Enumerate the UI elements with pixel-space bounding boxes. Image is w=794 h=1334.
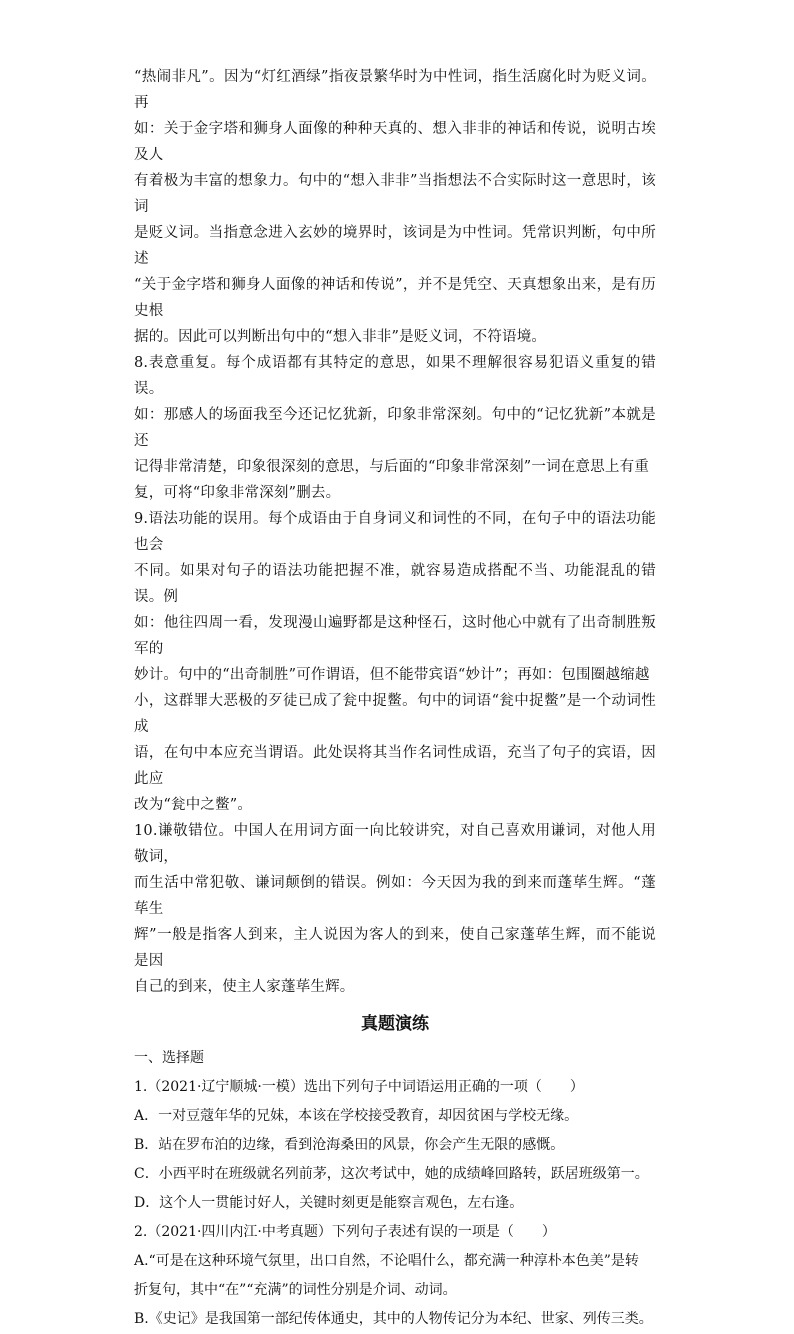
text-line: 如：那感人的场面我至今还记忆犹新，印象非常深刻。句中的“记忆犹新”本就是还 <box>134 407 656 449</box>
text-line: 自己的到来，使主人家蓬荜生辉。 <box>134 979 355 995</box>
answer-option-continued: 折复句，其中“在”“充满”的词性分别是介词、动词。 <box>134 1282 457 1298</box>
text-line: 据的。因此可以判断出句中的“想入非非”是贬义词，不符语境。 <box>134 329 547 345</box>
text-line: 9.语法功能的误用。每个成语由于自身词义和词性的不同，在句子中的语法功能也会 <box>134 511 656 553</box>
section-title: 真题演练 <box>361 1014 429 1034</box>
answer-option: B．站在罗布泊的边缘，看到沧海桑田的风景，你会产生无限的感慨。 <box>134 1137 565 1153</box>
text-line: 复，可将“印象非常深刻”删去。 <box>134 485 341 501</box>
text-line: 有着极为丰富的想象力。句中的“想入非非”当指想法不合实际时这一意思时，该词 <box>134 173 656 215</box>
text-line: 妙计。句中的“出奇制胜”可作谓语，但不能带宾语“妙计”；再如：包围圈越缩越 <box>134 667 650 683</box>
document-page <box>134 64 656 1334</box>
answer-option: A.“可是在这种环境气氛里，出口自然，不论唱什么，都充满一种淳朴本色美”是转 <box>134 1253 639 1269</box>
question-list <box>134 1044 656 1334</box>
item-10-paragraph <box>134 818 656 1000</box>
text-line: 如：关于金字塔和狮身人面像的种种天真的、想入非非的神话和传说，说明古埃及人 <box>134 121 656 163</box>
text-line: 语，在句中本应充当谓语。此处误将其当作名词性成语，充当了句子的宾语，因此应 <box>134 745 656 787</box>
text-line: “关于金字塔和狮身人面像的神话和传说”，并不是凭空、天真想象出来，是有历史根 <box>134 277 656 319</box>
text-line: 8.表意重复。每个成语都有其特定的意思，如果不理解很容易犯语义重复的错误。 <box>134 355 656 397</box>
text-line: 而生活中常犯敬、谦词颠倒的错误。例如：今天因为我的到来而蓬荜生辉。“蓬荜生 <box>134 875 656 917</box>
text-line: 辉”一般是指客人到来，主人说因为客人的到来，使自己家蓬荜生辉，而不能说是因 <box>134 927 656 969</box>
text-line: 是贬义词。当指意念进入玄妙的境界时，该词是为中性词。凭常识判断，句中所述 <box>134 225 656 267</box>
answer-option: C．小西平时在班级就名列前茅，这次考试中，她的成绩峰回路转，跃居班级第一。 <box>134 1166 649 1182</box>
item-9-paragraph <box>134 506 656 818</box>
text-line: 记得非常清楚，印象很深刻的意思，与后面的“印象非常深刻”一词在意思上有重 <box>134 459 650 475</box>
text-line: 10.谦敬错位。中国人在用词方面一向比较讲究，对自己喜欢用谦词，对他人用敬词， <box>134 823 656 865</box>
question-stem: 2.（2021·四川内江·中考真题）下列句子表述有误的一项是（ ） <box>134 1224 556 1240</box>
text-line: 不同。如果对句子的语法功能把握不准，就容易造成搭配不当、功能混乱的错误。例 <box>134 563 656 605</box>
section-heading: 一、选择题 <box>134 1050 204 1066</box>
continued-paragraph <box>134 64 656 350</box>
answer-option: A．一对豆蔻年华的兄妹，本该在学校接受教育，却因贫困与学校无缘。 <box>134 1108 579 1124</box>
question-stem: 1.（2021·辽宁顺城·一模）选出下列句子中词语运用正确的一项（ ） <box>134 1079 584 1095</box>
answer-option: D．这个人一贯能讨好人，关键时刻更是能察言观色，左右逢。 <box>134 1195 524 1211</box>
text-line: 改为“瓮中之鳖”。 <box>134 797 253 813</box>
text-line: 小，这群罪大恶极的歹徒已成了瓮中捉鳖。句中的词语“瓮中捉鳖”是一个动词性成 <box>134 693 656 735</box>
text-line: “热闹非凡”。因为“灯红酒绿”指夜景繁华时为中性词，指生活腐化时为贬义词。再 <box>134 69 656 111</box>
answer-option: B.《史记》是我国第一部纪传体通史，其中的人物传记分为本纪、世家、列传三类。 <box>134 1311 653 1327</box>
text-line: 如：他往四周一看，发现漫山遍野都是这种怪石，这时他心中就有了出奇制胜叛军的 <box>134 615 656 657</box>
item-8-paragraph <box>134 350 656 506</box>
